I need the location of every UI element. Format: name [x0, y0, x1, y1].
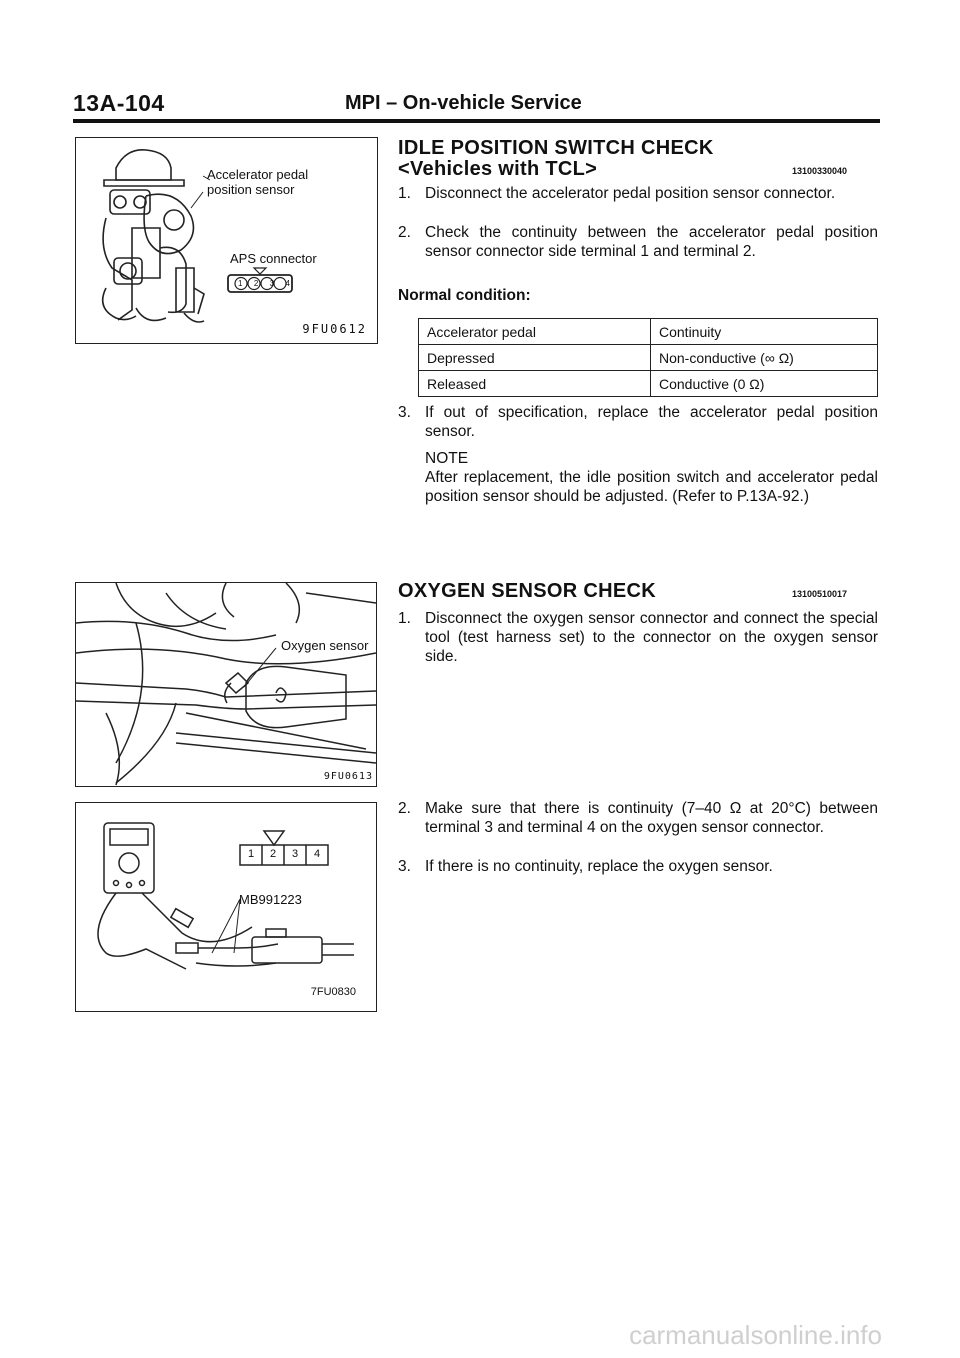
- aps-label: [207, 167, 308, 197]
- oxygen-step-3: [398, 857, 878, 876]
- oxygen-section-title: OXYGEN SENSOR CHECK: [398, 580, 656, 602]
- step-number: 3.: [398, 404, 411, 421]
- table-row: [419, 345, 878, 371]
- figure-code: 7FU0830: [310, 986, 356, 998]
- idle-step-1: [398, 184, 878, 203]
- harness-connector-pins: [240, 848, 328, 860]
- oxygen-step-1: [398, 609, 878, 666]
- oxygen-sensor-label: Oxygen sensor: [281, 638, 369, 653]
- watermark: carmanualsonline.info: [629, 1320, 882, 1350]
- idle-section-subtitle: <Vehicles with TCL>: [398, 158, 598, 180]
- page-number: 13A-104: [73, 90, 165, 116]
- step-text: If out of specification, replace the accelerator pedal position sensor.: [425, 404, 878, 440]
- step-number: 2.: [398, 224, 411, 241]
- table-row: [419, 371, 878, 397]
- pin-3: 3: [269, 279, 275, 288]
- figure-oxygen-sensor: [75, 582, 377, 787]
- oxygen-sensor-illustration: [76, 583, 376, 786]
- idle-step-2: [398, 223, 878, 261]
- tool-number-label: MB991223: [239, 892, 302, 907]
- step-text: If there is no continuity, replace the oxygen sensor.: [425, 858, 773, 875]
- aps-label-line1: Accelerator pedal: [207, 167, 309, 182]
- step-text: Disconnect the oxygen sensor connector and connect the special tool (test harness set) to the connector on the oxygen sensor side.: [425, 610, 878, 665]
- figure-code: 9FU0612: [302, 322, 367, 336]
- step-number: 1.: [398, 610, 411, 627]
- figure-code: 9FU0613: [323, 771, 373, 782]
- test-harness-illustration: [76, 803, 376, 1011]
- pin-4: 4: [285, 279, 290, 288]
- table-header-cell: Accelerator pedal: [419, 319, 651, 345]
- oxygen-ref-code: 13100510017: [792, 589, 848, 599]
- pin-1: 1: [247, 848, 255, 860]
- figure-test-harness: [75, 802, 377, 1012]
- pin-4: 4: [313, 848, 321, 860]
- table-header-cell: Continuity: [651, 319, 878, 345]
- table-cell: Non-conductive (∞ Ω): [651, 345, 878, 371]
- table-cell: Conductive (0 Ω): [651, 371, 878, 397]
- step-number: 3.: [398, 858, 411, 875]
- pin-2: 2: [269, 848, 277, 860]
- step-text: Check the continuity between the accelerator pedal position sensor connector side terminal 1 and terminal 2.: [425, 224, 878, 260]
- table-cell: Depressed: [419, 345, 651, 371]
- header-rule: [73, 119, 880, 123]
- idle-section-title: IDLE POSITION SWITCH CHECK: [398, 137, 714, 159]
- aps-connector-pins: [238, 279, 290, 288]
- aps-connector-label: APS connector: [230, 251, 317, 266]
- note-text: After replacement, the idle position switch and accelerator pedal position sensor should be adjusted. (Refer to P.13A-92.): [425, 469, 878, 505]
- idle-ref-code: 13100330040: [792, 166, 848, 176]
- note-label: NOTE: [425, 450, 469, 467]
- pin-3: 3: [291, 848, 299, 860]
- table-cell: Released: [419, 371, 651, 397]
- pin-2: 2: [253, 279, 259, 288]
- section-title: MPI – On-vehicle Service: [345, 92, 582, 114]
- oxygen-step-2: [398, 799, 878, 837]
- table-header-row: [419, 319, 878, 345]
- step-number: 1.: [398, 185, 411, 202]
- normal-condition-table: [418, 318, 878, 397]
- figure-aps: [75, 137, 378, 344]
- aps-label-line2: position sensor: [207, 182, 295, 197]
- idle-step-3: [398, 403, 878, 441]
- pin-1: 1: [238, 279, 243, 288]
- step-text: Make sure that there is continuity (7–40 Ω at 20°C) between terminal 3 and terminal 4 on the oxygen sensor connector.: [425, 800, 878, 836]
- normal-condition-label: Normal condition:: [398, 287, 531, 304]
- step-text: Disconnect the accelerator pedal position sensor connector.: [425, 185, 836, 202]
- step-number: 2.: [398, 800, 411, 817]
